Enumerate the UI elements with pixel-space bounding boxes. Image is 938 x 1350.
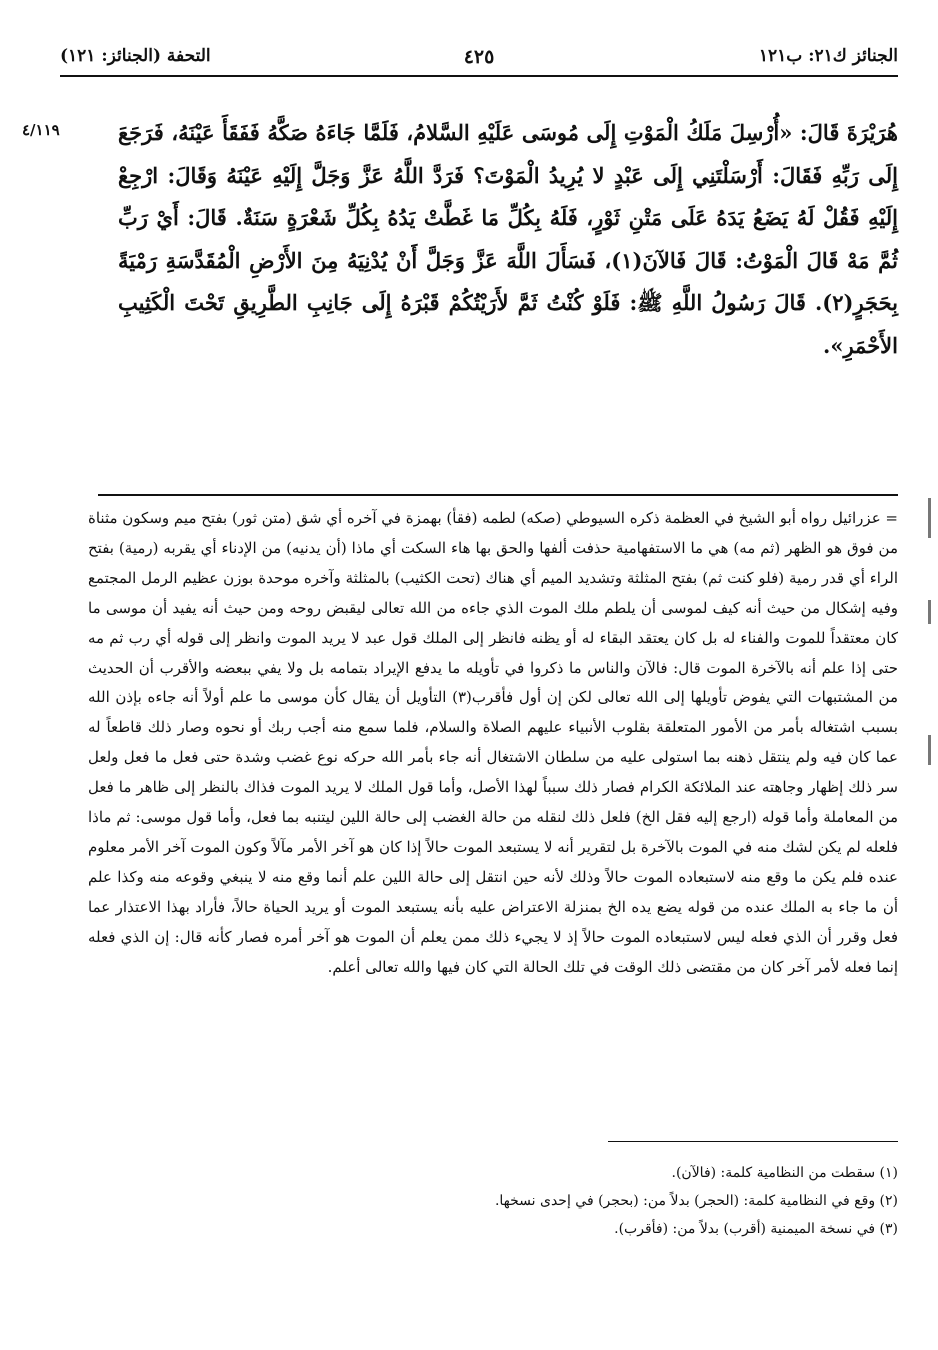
hadith-text: هُرَيْرَةَ قَالَ: «أُرْسِلَ مَلَكُ الْمَوْتِ إِلَى مُوسَى عَلَيْهِ السَّلامُ، فَلَمَّا جَاءَهُ صَكَّهُ فَفَقَأَ عَيْنَهُ، فَرَجَعَ إِلَى رَبِّهِ فَقَالَ: أَرْسَلْتَنِي إِلَى عَبْدٍ لا يُرِيدُ الْمَوْتَ؟ فَرَدَّ اللَّهُ عَزَّ وَجَلَّ إِلَيْهِ عَيْنَهُ وَقَالَ: ارْجِعْ إِلَيْهِ فَقُلْ لَهُ يَضَعُ يَدَهُ عَلَى مَتْنِ ثَوْرٍ، فَلَهُ بِكُلِّ مَا غَطَّتْ يَدُهُ بِكُلِّ شَعْرَةٍ سَنَةٌ. قَالَ: أَيْ رَبِّ ثُمَّ مَهْ قَالَ الْمَوْتُ: قَالَ فَالآنَ(١)، فَسَأَلَ اللَّهَ عَزَّ وَجَلَّ أَنْ يُدْنِيَهُ مِنَ الأَرْضِ الْمُقَدَّسَةِ رَمْيَةً بِحَجَرٍ(٢). قَالَ رَسُولُ اللَّهِ ﷺ: فَلَوْ كُنْتُ ثَمَّ لأَرَيْتُكُمْ قَبْرَهُ إِلَى جَانِبِ الطَّرِيقِ تَحْتَ الْكَثِيبِ الأَحْمَرِ». bbox=[118, 120, 898, 358]
page-header bbox=[60, 42, 898, 72]
commentary-text: = عزرائيل رواه أبو الشيخ في العظمة ذكره السيوطي (صكه) لطمه (فقأ) بهمزة في آخره أي شق (متن ثور) بفتح ميم وسكون مثناة من فوق هو الظهر (ثم مه) هي ما الاستفهامية حذفت ألفها والحق بها هاء السكت أي ماذا (أن يدنيه) من الإدناء أي يقربه (رمية) بفتح الراء أي قدر رمية (فلو كنت ثم) بفتح المثلثة وتشديد الميم أي هناك (تحت الكثيب) بالمثلثة وآخره موحدة بوزن عظيم الرمل المجتمع وفيه إشكال من حيث أنه كيف لموسى أن يلطم ملك الموت الذي جاءه من الله تعالى ليقبض روحه ومن حيث أنه يفيد أن موسى ما كان معتقداً للموت والفناء له بل كان يعتقد البقاء له أو يظنه فانظر إلى الملك قول عبد لا يريد الموت وانظر إلى قوله أي رب ثم مه حتى إذا علم أنه بالآخرة الموت قال: فالآن والناس ما ذكروا في تأويله ما يدفع الإيراد بتمامه بل ولا يفي ببعضه والأقرب أن الحديث من المشتبهات التي يفوض تأويلها إلى الله تعالى لكن إن أول فأقرب(٣) التأويل أن يقال كأن موسى ما علم أولاً أنه جاءه بإذن الله بسبب اشتغاله بأمر من الأمور المتعلقة بقلوب الأنبياء عليهم الصلاة والسلام، فلما سمع منه أجب ربك أو نحوه وصار ذلك قاطعاً له عما كان فيه ولم ينتقل ذهنه بما استولى عليه من سلطان الاشتغال أنه جاء بأمر الله حركه نوع غضب وشدة حتى فعل ما فعل ولعل سر ذلك إظهار وجاهته عند الملائكة الكرام فصار ذلك سبباً لهذا الأصل، وأما قول الملك لا يريد الموت فذاك بالنظر إلى ظاهر ما فعل من المعاملة وأما قوله (ارجع إليه فقل الخ) فلعل ذلك لنقله من حالة الغضب إلى حالة اللين ليتنبه بما فعل، وأما قول موسى: ثم ماذا فلعله لم يكن لشك منه في الموت بالآخرة بل لتقرير أنه لا يستبعد الموت حالاً إذا كان هو آخر الأمر مآلاً وكون الموت آخر الأمر معلوم عنده فلم يكن ما وقع منه لاستبعاده الموت حالاً وذلك لأنه حين انتقل إلى حالة اللين علم أنما وقع منه لا ينبغي وقوعه منه وكذا علم أن ما جاء به الملك عنده من قوله يضع يده الخ بمنزلة الاعتراض عليه بأنه يستبعد الموت أو يريد الحياة حالاً، فأراد بهذا الاعتذار عما فعل وقرر أن الذي فعله ليس لاستبعاده الموت حالاً إذ لا يجيء ذلك ممن يعلم أن الموت هو آخر أمره فصار كأنه قال: إن الذي فعله إنما فعله لأمر آخر كان من مقتضى ذلك الوقت في تلك الحالة التي كان فيها والله تعالى أعلم. bbox=[88, 509, 898, 976]
scan-artifact bbox=[928, 600, 931, 624]
footnotes bbox=[300, 1159, 898, 1243]
commentary-divider bbox=[98, 494, 898, 496]
header-book-ref: التحفة (الجنائز: ١٢١) bbox=[60, 46, 211, 66]
header-chapter-ref: الجنائز ك٢١: ب١٢١ bbox=[758, 46, 898, 66]
scan-artifact bbox=[928, 498, 931, 538]
page-number: ٤٢٥ bbox=[463, 46, 495, 68]
footnotes-divider bbox=[608, 1141, 898, 1142]
scan-artifact bbox=[928, 735, 931, 765]
margin-reference: ٤/١١٩ bbox=[22, 121, 60, 139]
footnote-2: (٢) وقع في النظامية كلمة: (الحجر) بدلاً من: (بحجر) في إحدى نسخها. bbox=[494, 1193, 898, 1209]
footnote-3: (٣) في نسخة الميمنية (أقرب) بدلاً من: (فأقرب). bbox=[614, 1221, 898, 1237]
header-divider bbox=[60, 75, 898, 77]
footnote-1: (١) سقطت من النظامية كلمة: (فالآن). bbox=[671, 1165, 898, 1181]
